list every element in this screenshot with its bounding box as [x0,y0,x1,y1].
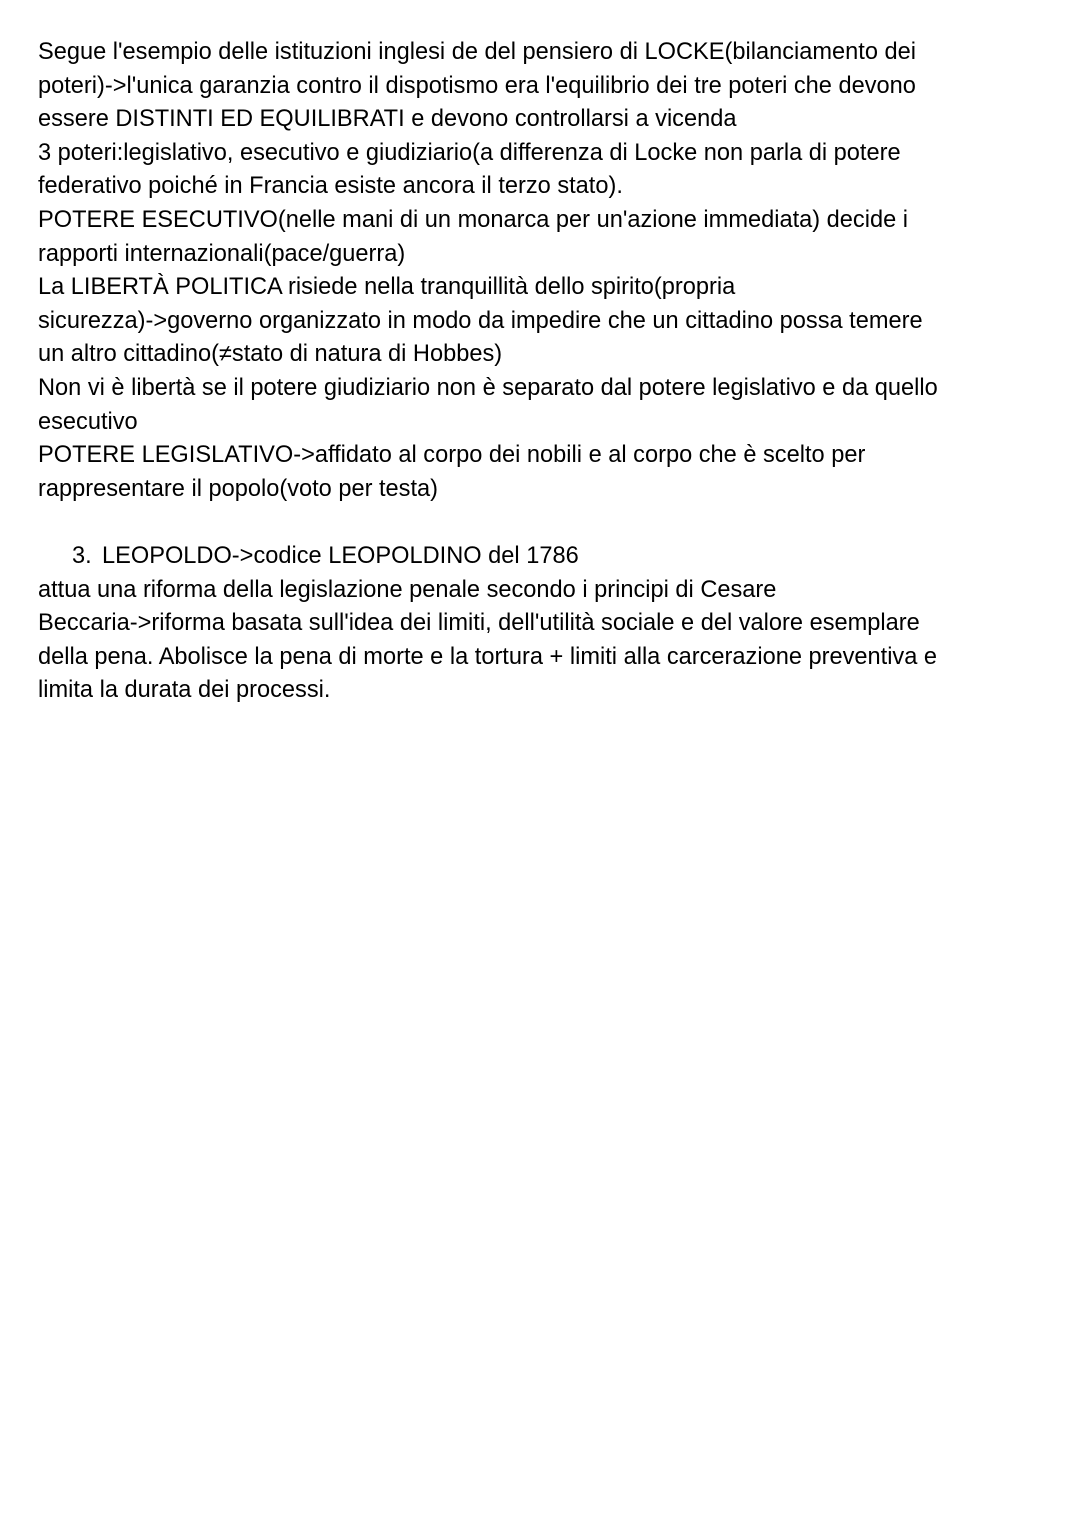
text-line: Non vi è libertà se il potere giudiziario non è separato dal potere legislativo e da quello [38,374,938,401]
text-line: attua una riforma della legislazione penale secondo i principi di Cesare [38,576,777,603]
text-line: poteri)->l'unica garanzia contro il dispotismo era l'equilibrio dei tre poteri che devono [38,72,916,99]
text-line: rappresentare il popolo(voto per testa) [38,475,439,502]
text-line: essere DISTINTI ED EQUILIBRATI e devono controllarsi a vicenda [38,106,737,133]
text-line: federativo poiché in Francia esiste ancora il terzo stato). [38,173,623,200]
text-line: POTERE LEGISLATIVO->affidato al corpo dei nobili e al corpo che è scelto per [38,442,866,469]
numbered-heading [38,540,1040,574]
text-line: 3 poteri:legislativo, esecutivo e giudiziario(a differenza di Locke non parla di potere [38,139,901,166]
text-line: Segue l'esempio delle istituzioni inglesi de del pensiero di LOCKE(bilanciamento dei [38,39,916,65]
text-line: POTERE ESECUTIVO(nelle mani di un monarca per un'azione immediata) decide i [38,206,908,233]
text-line: La LIBERTÀ POLITICA risiede nella tranquillità dello spirito(propria [38,274,736,301]
text-line: esecutivo [38,408,138,435]
list-heading-text: LEOPOLDO->codice LEOPOLDINO del 1786 [102,542,579,569]
text-line: della pena. Abolisce la pena di morte e la tortura + limiti alla carcerazione preventiva e [38,643,938,670]
text-line: un altro cittadino(≠stato di natura di Hobbes) [38,341,503,368]
paragraph-spacer [38,506,1040,540]
text-line: sicurezza)->governo organizzato in modo da impedire che un cittadino possa temere [38,307,923,334]
list-number: 3. [72,542,92,569]
montesquieu-paragraph [38,36,1040,506]
text-line: rapporti internazionali(pace/guerra) [38,240,406,267]
text-line: limita la durata dei processi. [38,677,331,704]
text-line: Beccaria->riforma basata sull'idea dei limiti, dell'utilità sociale e del valore esemplare [38,610,920,637]
leopoldo-section [38,540,1040,708]
